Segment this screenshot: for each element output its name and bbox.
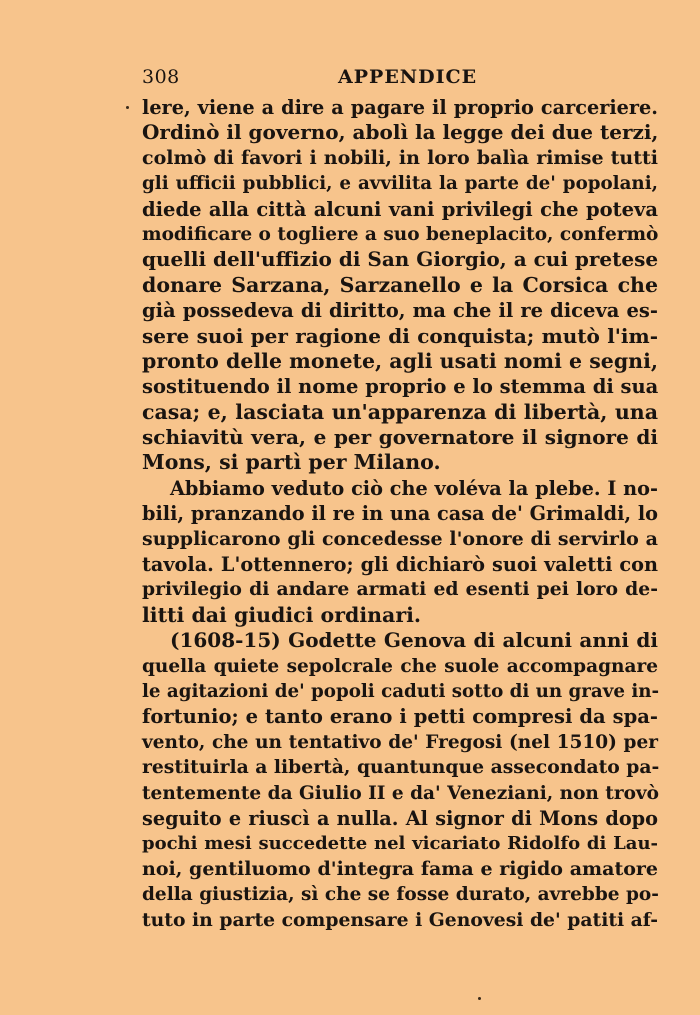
paragraph-1 — [142, 95, 658, 476]
text-line: noi, gentiluomo d'integra fama e rigido amatore — [142, 857, 658, 880]
text-line: diede alla città alcuni vani privilegi che poteva — [142, 197, 658, 221]
text-line: donare Sarzana, Sarzanello e la Corsica che — [142, 272, 658, 297]
text-line: già possedeva di diritto, ma che il re diceva es- — [142, 299, 658, 323]
text-line: sere suoi per ragione di conquista; mutò l'im- — [142, 323, 658, 348]
text-line: litti dai giudici ordinari. — [142, 602, 422, 627]
margin-speck — [126, 106, 129, 109]
text-line: bili, pranzando il re in una casa de' Grimaldi, lo — [142, 502, 658, 526]
text-line: modificare o togliere a suo beneplacito, confermò — [142, 223, 659, 245]
text-line: quelli dell'uffizio di San Giorgio, a cui pretese — [142, 247, 659, 272]
text-line: pochi mesi succedette nel vicariato Ridolfo di Lau- — [142, 833, 658, 855]
text-line: le agitazioni de' popoli caduti sotto di un grave in- — [142, 680, 660, 702]
text-line: sostituendo il nome proprio e lo stemma di sua — [142, 375, 659, 399]
text-line: Mons, si partì per Milano. — [142, 450, 441, 475]
text-line: casa; e, lasciata un'apparenza di libertà, una — [142, 399, 658, 424]
text-line: tentemente da Giulio II e da' Veneziani, non trovò — [142, 782, 660, 804]
text-line: restituirla a libertà, quantunque assecondato pa- — [142, 756, 660, 779]
text-line: della giustizia, sì che se fosse durato, avrebbe po- — [142, 884, 659, 906]
text-line: fortunio; e tanto erano i petti compresi da spa- — [142, 705, 658, 729]
text-line: schiavitù vera, e per governatore il signore di — [142, 425, 658, 450]
margin-speck — [478, 997, 481, 1000]
header-title: APPENDICE — [338, 66, 478, 88]
text-line: quella quiete sepolcrale che suole accompagnare — [142, 655, 658, 677]
running-head — [140, 64, 660, 90]
text-line: supplicarono gli concedesse l'onore di servirlo a — [142, 527, 658, 550]
body-text — [142, 95, 658, 933]
text-line: Ordinò il governo, abolì la legge dei due terzi, — [142, 120, 659, 145]
page-number: 308 — [142, 66, 180, 88]
text-line: pronto delle monete, agli usati nomi e segni, — [142, 348, 658, 373]
text-line: privilegio di andare armati ed esenti pei loro de- — [142, 578, 658, 601]
text-line: colmò di favori i nobili, in loro balìa rimise tutti — [142, 146, 658, 169]
text-line: gli ufficii pubblici, e avvilita la parte de' popolani, — [142, 173, 658, 195]
text-line: vento, che un tentativo de' Fregosi (nel 1510) per — [142, 731, 658, 753]
text-line: tuto in parte compensare i Genovesi de' patiti af- — [142, 908, 658, 931]
text-line: Abbiamo veduto ciò che voléva la plebe. I no- — [170, 476, 658, 500]
text-line: lere, viene a dire a pagare il proprio carceriere. — [142, 96, 658, 119]
text-line: (1608-15) Godette Genova di alcuni anni di — [170, 628, 658, 653]
text-line: tavola. L'ottennero; gli dichiarò suoi valetti con — [142, 553, 658, 577]
paragraph-3 — [142, 628, 658, 933]
paragraph-2 — [142, 476, 658, 628]
text-line: seguito e riuscì a nulla. Al signor di Mons dopo — [142, 806, 658, 830]
